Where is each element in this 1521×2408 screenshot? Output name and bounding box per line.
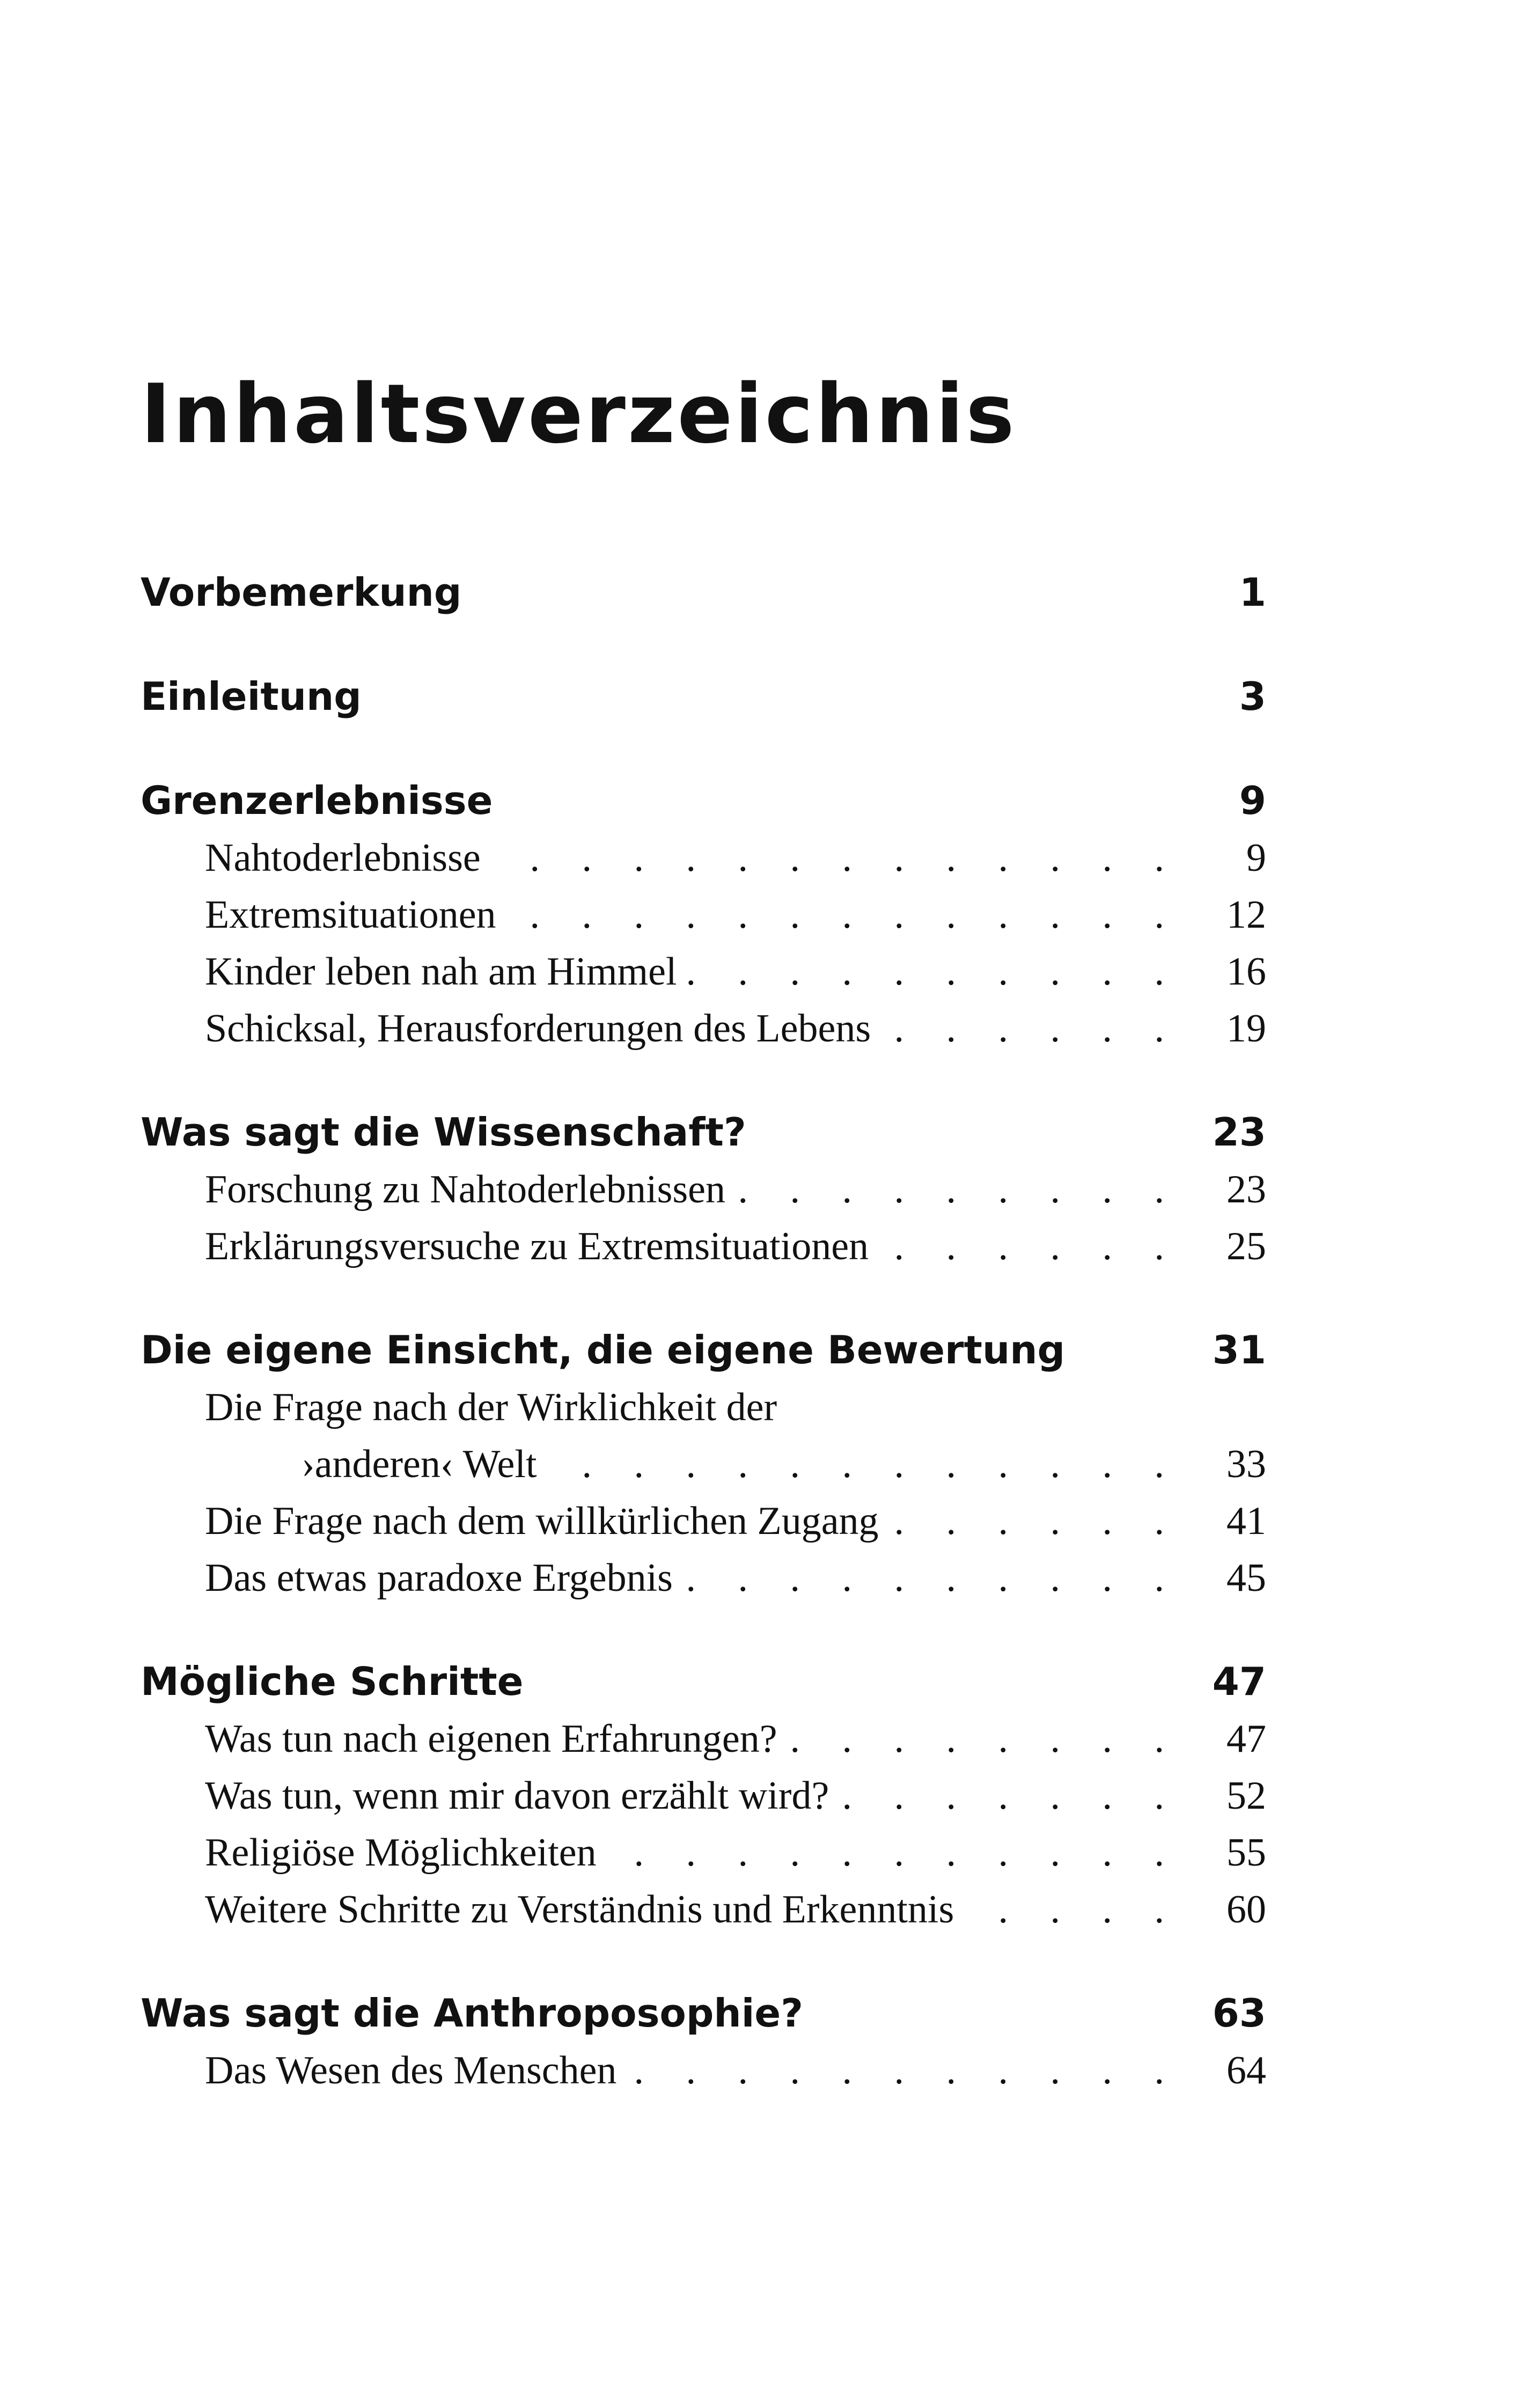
chapter-title: Grenzerlebnisse [141, 778, 493, 823]
chapter-page-number: 47 [1212, 1659, 1266, 1704]
dot-leader [626, 2042, 1180, 2099]
entry-page-number: 23 [1226, 1168, 1266, 1212]
dot-leader [839, 1767, 1180, 1824]
entry-title: Erklärungsversuche zu Extremsituationen [205, 1224, 869, 1268]
chapter-title: Mögliche Schritte [141, 1659, 524, 1704]
chapter-row[interactable] [141, 1321, 1266, 1379]
dot-leader [547, 1436, 1180, 1493]
entry-title: Das etwas paradoxe Ergebnis [205, 1556, 673, 1600]
toc-entry-row[interactable] [141, 943, 1266, 1000]
toc-entry-continuation-row[interactable] [141, 1436, 1266, 1493]
dot-leader [964, 1881, 1180, 1938]
entry-page-number: 60 [1226, 1888, 1266, 1932]
chapter-page-number: 31 [1212, 1327, 1266, 1372]
dot-leader [687, 943, 1180, 1000]
entry-title: Das Wesen des Menschen [205, 2049, 617, 2093]
chapter-page-number: 23 [1212, 1110, 1266, 1155]
chapter-row[interactable] [141, 772, 1266, 829]
chapter-title: Die eigene Einsicht, die eigene Bewertung [141, 1327, 1066, 1372]
entry-title: Die Frage nach dem willkürlichen Zugang [205, 1499, 879, 1543]
entry-title: Kinder leben nah am Himmel [205, 950, 677, 994]
entry-title: Religiöse Möglichkeiten [205, 1831, 597, 1875]
entry-page-number: 33 [1226, 1442, 1266, 1486]
dot-leader [888, 1493, 1180, 1550]
toc-section [141, 1103, 1266, 1275]
toc-entry-row[interactable] [141, 1218, 1266, 1275]
entry-page-number: 25 [1226, 1224, 1266, 1268]
toc-entry-row[interactable] [141, 1710, 1266, 1767]
dot-leader [506, 886, 1180, 943]
entry-title: Was tun, wenn mir davon erzählt wird? [205, 1774, 829, 1818]
toc-section [141, 563, 1266, 621]
toc-entry-row[interactable] [141, 2042, 1266, 2099]
dot-leader [787, 1710, 1180, 1767]
entry-title: Was tun nach eigenen Erfahrungen? [205, 1717, 777, 1761]
dot-leader [606, 1824, 1180, 1881]
entry-page-number: 55 [1226, 1831, 1266, 1875]
chapter-row[interactable] [141, 1103, 1266, 1161]
entry-page-number: 16 [1226, 950, 1266, 994]
toc-entry-row[interactable] [141, 886, 1266, 943]
entry-title: Die Frage nach der Wirklichkeit der [205, 1385, 777, 1429]
entry-title: Extremsituationen [205, 893, 496, 937]
entry-page-number: 12 [1226, 893, 1266, 937]
toc-section [141, 1653, 1266, 1938]
toc-entry-row[interactable] [141, 1161, 1266, 1218]
toc-entry-row[interactable] [141, 1881, 1266, 1938]
toc-section [141, 667, 1266, 725]
chapter-title: Einleitung [141, 674, 362, 719]
chapter-row[interactable] [141, 563, 1266, 621]
toc-entry-row[interactable] [141, 1493, 1266, 1550]
chapter-title: Vorbemerkung [141, 570, 462, 615]
chapter-row[interactable] [141, 667, 1266, 725]
chapter-page-number: 1 [1239, 570, 1266, 615]
entry-page-number: 41 [1226, 1499, 1266, 1543]
dot-leader [682, 1550, 1180, 1606]
page-title: Inhaltsverzeichnis [141, 366, 1017, 461]
entry-title: Weitere Schritte zu Verständnis und Erkenntnis [205, 1888, 954, 1932]
entry-page-number: 52 [1226, 1774, 1266, 1818]
dot-leader [878, 1218, 1180, 1275]
chapter-title: Was sagt die Anthroposophie? [141, 1991, 803, 2036]
chapter-page-number: 3 [1239, 674, 1266, 719]
entry-page-number: 64 [1226, 2049, 1266, 2093]
chapter-row[interactable] [141, 1984, 1266, 2042]
table-of-contents [141, 563, 1266, 2145]
chapter-row[interactable] [141, 1653, 1266, 1710]
entry-title-continuation: ›anderen‹ Welt [302, 1442, 537, 1486]
toc-entry-row[interactable] [141, 1000, 1266, 1057]
toc-entry-row[interactable] [141, 1824, 1266, 1881]
entry-page-number: 9 [1246, 836, 1266, 880]
toc-entry-row[interactable] [141, 1379, 1266, 1436]
entry-page-number: 47 [1226, 1717, 1266, 1761]
toc-section [141, 1321, 1266, 1606]
toc-entry-row[interactable] [141, 829, 1266, 886]
entry-title: Schicksal, Herausforderungen des Lebens [205, 1007, 871, 1051]
chapter-page-number: 63 [1212, 1991, 1266, 2036]
entry-page-number: 45 [1226, 1556, 1266, 1600]
toc-entry-row[interactable] [141, 1767, 1266, 1824]
dot-leader [735, 1161, 1180, 1218]
entry-title: Forschung zu Nahtoderlebnissen [205, 1168, 726, 1212]
toc-section [141, 772, 1266, 1057]
toc-section [141, 1984, 1266, 2099]
chapter-page-number: 9 [1239, 778, 1266, 823]
entry-page-number: 19 [1226, 1007, 1266, 1051]
dot-leader [880, 1000, 1180, 1057]
toc-entry-row[interactable] [141, 1550, 1266, 1606]
dot-leader [490, 829, 1180, 886]
chapter-title: Was sagt die Wissenschaft? [141, 1110, 746, 1155]
entry-title: Nahtoderlebnisse [205, 836, 481, 880]
